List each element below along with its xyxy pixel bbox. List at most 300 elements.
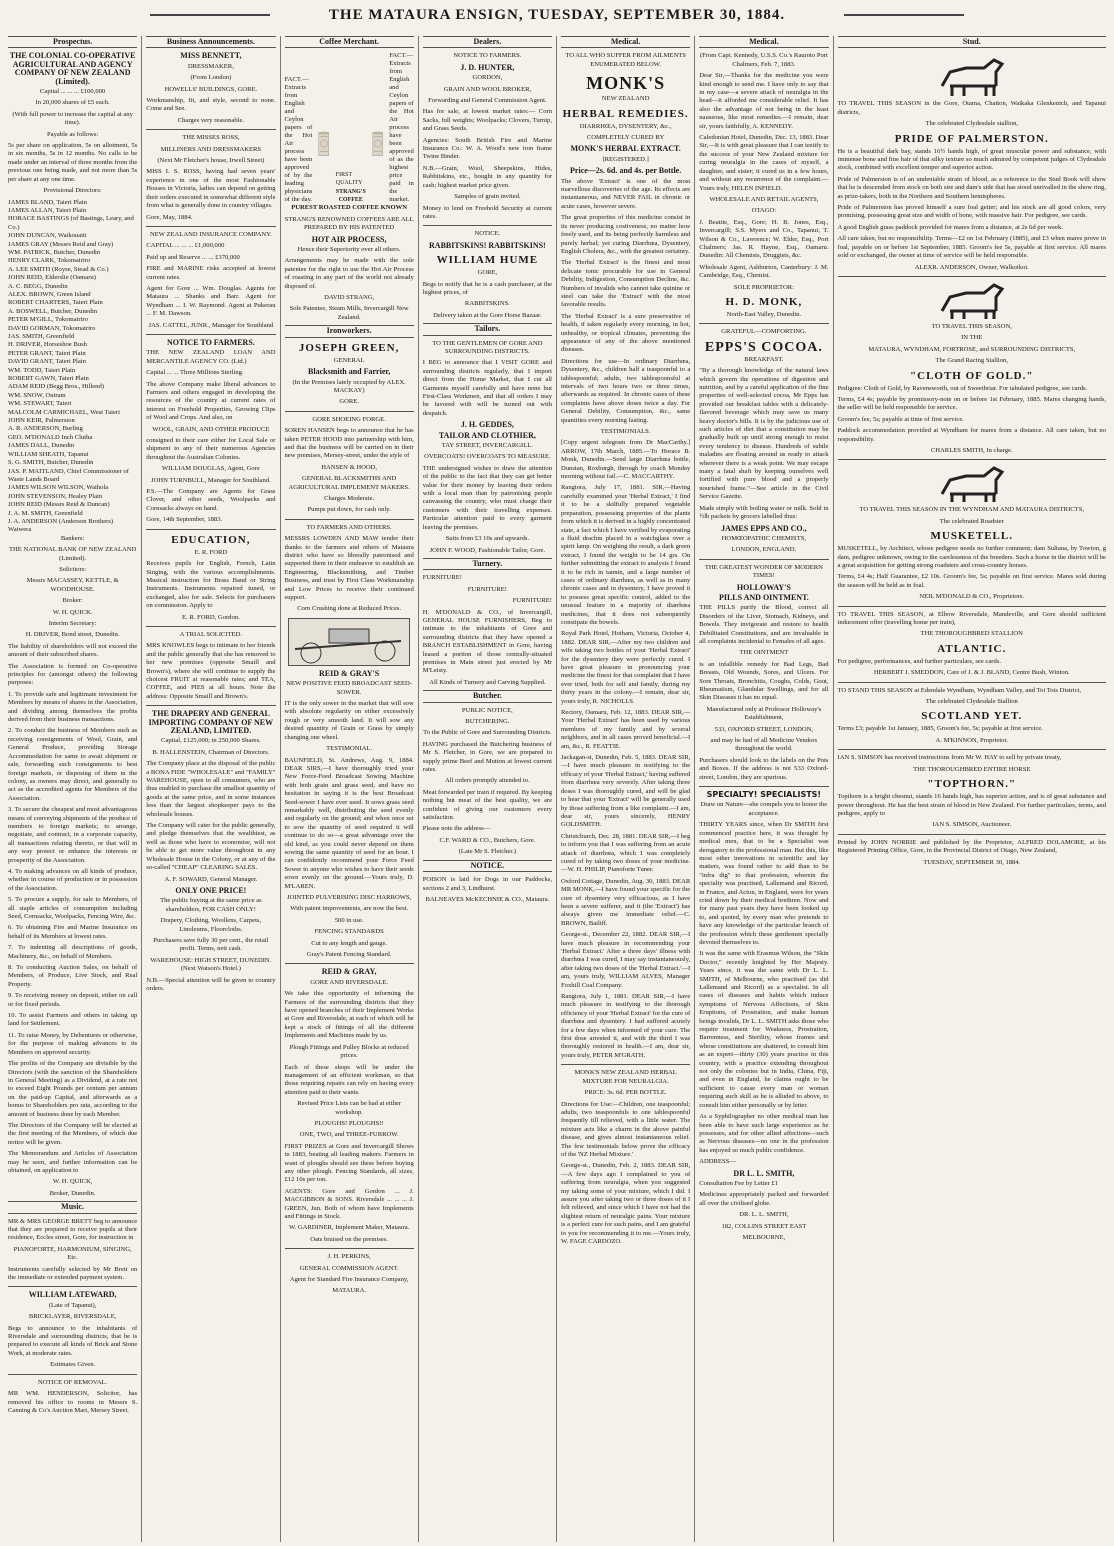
reid-harrows: JOINTED PULVERISING DISC HARROWS, [286,894,412,901]
drapery-warehouse: WAREHOUSE: HIGH STREET, DUNEDIN. (Next Watson's Hotel.) [150,956,272,973]
reid-text: IT is the only sower in the market that will sow with absolute regularity on either excessively rough or very smooth land. It will sow any desired quantity of Grain or Grass by simply changing one wheel. [284,700,414,741]
butcher-sub: BUTCHERING. [465,718,510,725]
hume-name: WILLIAM HUME [436,254,539,267]
gold-intro: TO TRAVEL THIS SEASON, [931,322,1012,330]
divider [146,626,275,627]
music-note: Instruments carefully selected by Mr Brett on the immediate or extended payment system. [8,1265,138,1282]
monk-text2: The great properties of this medicine consist in its never producing costiveness, no matter how freely used, and its being perfectly harmless and purely herbal; yet curing Diarrhœa, Dysentery, English Cholera, &c., with the greatest certainty. [561,214,691,255]
list-item: S. G. SMITH, Butcher, Dunedin [8,459,94,467]
divider [8,1286,137,1287]
lateward-trade: BRICKLAYER, RIVERSDALE, [28,1313,117,1321]
coffee-text: Arrangements may be made with the sole patentee for the right to use the Hot Air Process of roasting in any part of the world not already disposed of. [284,257,414,290]
divider [838,276,1107,277]
farmers-sign1: WILLIAM DOUGLAS, Agent, Gore [161,465,260,473]
hansen-trade: GENERAL BLACKSMITHS AND AGRICULTURAL IMPLEMENT MAKERS. [288,475,410,491]
label-band: PUREST ROASTED COFFEE KNOWN [291,204,408,212]
holloway-ointment: is an infallible remedy for Bad Legs, Bad Breasts, Old Wounds, Sores, and Ulcers. For Sore Throats, Bronchitis, Coughs, Colds, Gout, Rheumatism, Glandular Swellings, and for all Skin Diseases it has no equal. [699,660,829,702]
ploughs: PLOUGHS! PLOUGHS!! [314,1119,384,1127]
perkins-title: J. H. PERKINS, [327,1253,371,1261]
green-title: JOSEPH GREEN, [298,341,400,354]
coffee-fact-left: FACT.—Extracts from English and Ceylon papers of the Hot Air process have been approved of by the leading physicians of the day. [284,76,313,204]
column-dealers [419,36,557,1542]
smith-text3: As a Syphilographer no other medical man has been able to have such large experience as he possesses, and for other allied affections—such as Nervous diseases—no one in the profession has enjoyed so much public confidence. [699,1113,829,1154]
epps-made: Made simply with boiling water or milk. Sold in ½lb packets by grocers labelled thus: [699,504,829,521]
coffee-fact-right: FACT.—Extracts from English and Ceylon papers of the Hot Air process have been approved of as the highest price paid in the market. [389,52,414,204]
nzins-title: NEW ZEALAND INSURANCE COMPANY. [149,230,272,238]
object-item: 6. To obtaining Fire and Marine Insurance on behalf of its Members at lowest rates. [8,924,138,940]
section-music: Music. [8,1201,137,1213]
divider [146,129,275,130]
object-item: 9. To receiving money on deposit, either on call or for fixed periods. [8,992,138,1008]
farmers-title: THE NEW ZEALAND LOAN AND MERCANTILE AGENCY CO. (Ltd.) [146,349,276,365]
bennett-charges: Charges very reasonable. [177,116,245,124]
geddes-address: TAY STREET, INVERCARGILL. [441,442,533,450]
column-business [142,36,280,1542]
green-premises: (In the Premises lately occupied by ALEX. MACKAY) [292,378,406,394]
butcher-head: PUBLIC NOTICE, [461,706,513,714]
reid2-place: GORE AND RIVERSDALE. [310,978,389,986]
ross-title: THE MISSES ROSS, [182,134,240,142]
hansen-firm: HANSEN & HOOD, [321,463,378,471]
gold-pedigree: Pedigree: Cloth of Gold, by Ravensworth, out of Sweetbriar. For tabulated pedigree, see cards. [837,384,1088,392]
butcher-late: (Late Mr S. Fletcher.) [458,848,517,856]
list-item: WM. STEWART, Taieri [8,400,72,408]
atlantic-text: For pedigree, performances, and further particulars, see cards. [837,657,1001,665]
epps-firm2: HOMŒOPATHIC CHEMISTS, [721,534,807,542]
ford-text: Receives pupils for English, French, Latin Singing, with the various accomplishments. Musical instruction for Brass Band or String Instruments. Instruments repaired tuned, or exchanged, also for sale. Selects for purchasers on commission. Apply to [146,560,276,610]
epps-firm3: LONDON, ENGLAND. [731,546,797,554]
divider [285,411,414,412]
smith-medicines: Medicines appropriately packed and forwarded all over the civilised globe. [699,1191,829,1207]
directors-note: The Directors of the Company will be elected at the first meeting of the Members, of which due notice will be given. [8,1121,138,1146]
reid-title: REID & GRAY'S [319,668,380,678]
coffee-process: HOT AIR PROCESS, [311,234,387,244]
coffee-sub: Hence their Superiority over all others. [297,246,401,254]
divider [423,225,552,226]
neuralgia-testimonial: George-st., Dunedin, Feb. 2, 1883. DEAR SIR,—A few days ago I complained to you of suffering from neuralgia, when you suggested my taking some of your mixture, which I did. I assure you after taking two or three doses of it I felt relieved, and since which I have not had the slightest return of neuralgic pains. Your mixture is a perfect cure for such pains, and I am grateful to you for recommending it to me.—Yours truly, W. FAGE CARDOZO. [561,1162,691,1245]
holloway-address: 533, OXFORD STREET, LONDON, [714,725,814,733]
perkins-agent: Agent for Standard Fire Insurance Company, [289,1276,409,1284]
atlantic-title: ATLANTIC. [937,642,1007,655]
company-title: THE COLONIAL CO-OPERATIVE AGRICULTURAL AND AGENCY COMPANY OF NEW ZEALAND (Limited). [9,51,136,86]
label-strangs: STRANG'S [335,188,366,195]
column-medical-1 [557,36,695,1542]
divider [838,749,1107,750]
object-item: 4. To making advances on all kinds of produce, whether in course of production or in possession of the Association. [8,867,138,892]
musketell-sub: The celebrated Roadster [939,517,1004,525]
secretary: H. DRIVER, Bond street, Dunedin. [25,631,120,639]
coffee-address: Sole Patentee, Steam Mills, Invercargill New Zealand. [289,305,409,321]
list-item: HORACE BASTINGS (of Bastings, Leary, and Co.) [8,215,134,231]
list-item: A. BOSWELL, Butcher, Dunedin [8,307,98,315]
ploughs2: ONE, TWO, and THREE-FURROW. [299,1131,399,1139]
horse-icon [932,464,1012,504]
furniture1: FURNITURE! [422,574,462,582]
butcher-to: To the Public of Gore and Surrounding Districts. [423,729,552,737]
musketell-sign: NEIL M'DONALD & CO., Proprietors. [919,593,1025,601]
list-item: JAMES BLAND, Taieri Plain [8,198,87,206]
epps-text: "By a thorough knowledge of the natural laws which govern the operations of digestion and nutrition, and by a careful application of the fine properties of well-selected cocoa, Mr Epps has provided our breakfast tables with a delicately-flavored beverage which may save us many heavy doctor's bills. It is by the judicious use of such articles of diet that a constitution may be gradually built up until strong enough to resist every tendency to disease. Hundreds of subtle maladies are floating around us ready to attack wherever there is a weak point. We may escape many a fatal shaft by keeping ourselves well fortified with pure blood and a properly nourished frame."—See article in the Civil Service Gazette. [699,367,829,501]
divider [285,1248,414,1249]
education-head: EDUCATION, [171,533,251,546]
topthorn-sub: THE THOROUGHBRED ENTIRE HORSE [913,765,1031,773]
rabbit-title: RABBITSKINS! RABBITSKINS! [429,240,546,250]
object-item: 7. To indenting all descriptions of goods, Machinery, &c., on behalf of Members. [8,944,138,960]
divider [838,682,1107,683]
broker-head: Broker: [62,597,83,605]
list-item: JOHN KEIR, Palmerston [8,417,75,425]
holloway-title2: PILLS AND OINTMENT. [718,592,809,602]
horse-icon [932,281,1012,321]
monk-text1: The above 'Extract' is one of the most marvellous discoveries of the age. Its effects are instantaneous, and NEVER FAIL in chronic or acute cases, however severe. [561,177,691,210]
scotland-sign: A. M'KINNON, Proprietor. [935,736,1008,744]
list-item: JOHN DUNCAN, Waikouaiti [8,232,87,240]
geddes-trade: TAILOR AND CLOTHIER, [438,430,536,440]
butcher-orders: All orders promptly attended to. [444,777,530,785]
specialty-title: SPECIALTY! SPECIALISTS! [706,790,822,800]
imprint: Printed by JOHN NORRIE and published by the Proprietor, ALFRED DOLAMORE, at his Registered Printing Office, Gore, in the Provincial District of Otago, New Zealand, [837,838,1106,855]
specialty-sub: Draw on Nature—she compels you to honor the acceptance. [700,801,828,817]
farmers-head: NOTICE TO FARMERS. [166,337,255,347]
poison-text: POISON is laid for Dogs in our Paddocks, sections 2 and 3, Lindhurst. [422,876,552,892]
liability: The liability of shareholders will not exceed the amount of their subscribed shares. [8,642,138,659]
divider [838,606,1107,607]
list-item: JOHN REID, Elderslie (Oamaru) [8,274,96,282]
holloway-head: THE GREATEST WONDER OF MODERN TIMES! [704,563,823,580]
label-first-quality: FIRST QUALITY [335,171,363,187]
section-turnery: Turnery. [423,558,552,570]
wood-suits: Suits from £3 10s and upwards. [445,535,530,543]
topthorn-text: IAN S. SIMSON has received instructions from Mr W. HAY to sell by private treaty, [837,754,1062,762]
farmers-head: NOTICE TO FARMERS. [453,52,522,60]
hunter-samples: Samples of grain invited. [454,193,521,201]
capital: Capital ... ... ... £100,000 [40,88,106,96]
removal-text: MR WM. HENDERSON, Solicitor, has removed his office to rooms in Messrs S. Canning & Co's Auction Mart, Mersey Street. [8,1390,138,1414]
mcdonald-text: H. M'DONALD & CO., of Invercargill, GENERAL HOUSE FURNISHERS, Beg to intimate to the inhabitants of Gore and surrounding districts that they have opened a BRANCH ESTABLISHMENT in Gore, having leased a portion of those centrally-situated premises in Main street just erected by Mr M'Leisty. [422,608,552,675]
mawtender-text: MESSRS LOWDEN AND MAW tender their thanks to the farmers and others of Mataura district who have so liberally patronised and supported them in their endeavor to establish an Engineering, Blacksmithing, and Timber Business, and trust by First Class Workmanship and Low Prices to receive their continued support. [284,535,414,602]
list-item: ROBERT GAWN, Taieri Plain [8,375,89,383]
divider [838,459,1107,460]
bankers-head: Bankers: [60,534,85,542]
list-item: MALCOLM CARMICHAEL, West Taieri [8,408,120,416]
musketell-intro: TO TRAVEL THIS SEASON IN THE WYNDHAM AND MATAURA DISTRICTS, [859,506,1085,514]
solicitors-head: Solicitors: [59,565,87,573]
drapery-text: The Company place at the disposal of the public a BONA FIDE "WHOLESALE" and "FAMILY" WAREHOUSE, open to all consumers, who are thus enabled to purchase the smallest quantity of goods at the same price, and in some instances less than the largest shopkeeper pays to the wholesale houses. [146,760,276,818]
removal-head: NOTICE OF REMOVAL. [37,1378,108,1386]
neuralgia-title: MONK'S NEW ZEALAND HERBAL MIXTURE FOR NEURALGIA. [574,1069,677,1085]
list-item: PETER M'GILL, Tokomairiro [8,316,88,324]
testimonial: Christchurch, Dec. 28, 1881. DEAR SIR,—I beg to inform you that I was suffering from an acute attack of diarrhœa, which I was completely cured of by taking two doses of your medicine.—W. H. PHILIP, Pianoforte Tuner. [561,832,691,874]
pride-text2: Pride of Palmerston is of an undeniable strain of blood, as a reference to the Stud Book will show that he is descended from stock on both sire and dam's side that has stood unrivalled in the show ring, as prize-takers, both in the Northern and Southern hemispheres. [837,175,1106,200]
testimonial: Oxford Cottage, Dunedin, Aug. 30, 1883. DEAR MR MONK,—I have found your specific for the cure of dysentery very efficacious, as I have been a severe sufferer, and it (the 'Extract') has always given me immediate relief.—C. BROWN, Bailiff. [561,877,691,927]
farmers-wool: WOOL, GRAIN, AND OTHER PRODUCE [152,425,270,433]
hunter-buy: N.B.—Grain, Wool, Sheepskins, Hides, Rabbitskins, etc., bought in any quantity for cash; highest market price given. [422,164,552,189]
pride-intro: TO TRAVEL THIS SEASON in the Gore, Otama, Chatton, Waikaka Glenkenich, and Tapanui districts, [837,100,1106,116]
knowles-head: A TRIAL SOLICITED. [179,630,243,638]
list-item: GEO. M'DONALD Inch Clutha [8,433,93,441]
epps-head: GRATEFUL—COMFORTING. [721,328,807,336]
hunter-place: GORDON, [472,74,503,82]
divider [8,1374,137,1375]
atlantic-sub: THE THOROUGHBRED STALLION [920,630,1023,638]
section-stud: Stud. [838,36,1107,48]
testimonial: Jackagan-st, Dunedin, Feb. 5, 1883. DEAR SIR,—I have much pleasure in testifying to the efficacy of your 'Herbal Extract,' having suffered from diarrhœa very severely. After taking three doses I was thoroughly cured, and will be glad to hear that your 'Extract' will be generally used by those suffering from a like complaint.—I am, dear sir, yours sincerely, HENRY GOLDSMITH. [561,754,691,829]
drapery-sign: A. F. SOWARD, General Manager. [164,875,258,883]
gold-in: IN THE [961,334,983,342]
perkins-place: MATAURA. [332,1287,366,1295]
hume-place: GORE, [477,269,498,277]
object-item: 11. To raise Money, by Debentures or otherwise, for the purpose of making advances to its Members on approved security. [8,1031,138,1056]
coffee-can-icon [318,84,329,204]
list-item: DAVID GRANT, Taieri Plain [8,358,86,366]
holloway-ointment-head: THE OINTMENT [739,649,789,657]
list-item: WM. PATRICK, Butcher, Dunedin [8,248,101,256]
topthorn-sign: IAN S. SIMSON, Auctioneer. [932,821,1012,829]
farmers-text2: consigned to their care either for Local Sale or shipment to any of their numerous Agencies throughout the Australian Colonies. [146,437,276,461]
memorandum: The Memorandum and Articles of Association may be seen, and further information can be obtained, on application to [8,1150,138,1174]
perkins-trade: GENERAL COMMISSION AGENT. [299,1264,399,1272]
musketell-terms: Terms, £4 4s; Half Guarantee, £2 10s. Groom's fee, 5s; payable on first service. Mares sold during the season will be held as in foal. [837,573,1106,589]
drapery-one-price: ONLY ONE PRICE! [175,885,247,895]
wood-text: THE undersigned wishes to draw the attention of the public to the fact that they can get better value for their money by leaving their orders with a local man than by patronising people canvassing the country, who must charge their customers with their travelling expenses. Particular attention paid to every garment leaving the premises. [422,464,552,531]
ford-name: E. R. FORD [194,548,228,556]
directors-head: Provisional Directors: [43,187,102,195]
smith-text2: It was the same with Erasmus Wilson, the "Skin Doctor," recently knighted by Her Majesty. Years since, it was the same with Dr L. L. SMITH, of Melbourne, who practised (as did Lallemand and Ricord) as a specialist. In all cases of diseases and habits which induce symptoms of Nervous Affections, of Skin Eruptions, of Prostration, and make human beings invalids, Dr L. L. SMITH asks those who require treatment for Weakness, Prostration, Barrenness, and Sterility, whose frames and whose constitutions are shattered, to consult him as an expert—thirty (30) years practice in this country, with a practice extending throughout not only the colonies but in India, China, Fiji, and even in England, he claims ought to be sufficient to cause every man or woman requiring such skill as he is alluded to above, to consult him either personally or by letter. [699,950,829,1109]
list-item: A. LEE SMITH (Royse, Stead & Co.) [8,265,109,273]
monk-cured: COMPLETELY CURED BY [586,134,665,142]
hume-delivery: Delivery taken at the Gore Horse Bazaar. [433,311,542,319]
section-medical: Medical. [699,36,828,48]
proprietor-name: H. D. MONK, [725,295,803,308]
section-dealers: Dealers. [423,36,552,48]
column-coffee-ironworkers [281,36,419,1542]
divider [699,559,828,560]
gold-title: "CLOTH OF GOLD." [910,369,1034,382]
column-stud [834,36,1111,1542]
hume-item: RABBITSKINS. [464,300,510,308]
wholesale-head: WHOLESALE AND RETAIL AGENTS, [709,195,819,203]
farmers-ps: P.S.—The Company are Agents for Grass Clover, and other seeds, Woolpacks and Cornsacks always on hand. [146,488,276,512]
topthorn-title: "TOPTHORN." [927,778,1017,791]
farmers-sign2: JOHN TURNBULL, Manager for Southland. [151,476,271,484]
bennett-text: Workmanship, fit, and style, second to none. Come and See. [146,97,276,113]
proprietor-head: SOLE PROPRIETOR: [733,283,794,291]
hansen-pumps: Pumps put down, for cash only. [307,506,391,514]
list-item: ADAM REID (Begg Bros., Hillend) [8,383,104,391]
solicitors: Messrs MACASSEY, KETTLE, & WOODHOUSE. [26,577,119,593]
section-coffee: Coffee Merchant. [285,36,414,48]
divider [146,334,275,335]
list-item: JAMES WILSON WILSON, Waihola [8,484,109,492]
list-item: HENRY CLARK, Tokomairiro [8,257,91,265]
music-subject: PIANOFORTE, HARMONIUM, SINGING, Etc. [13,1245,132,1262]
intro: TO ALL WHO SUFFER FROM AILMENTS ENUMERATED BELOW. [565,52,686,68]
section-notice: NOTICE. [423,860,552,872]
list-item: J. A. M. SMITH, Greenfield [8,509,83,517]
hunter-name: J. D. HUNTER, [460,62,515,72]
drapery-title: THE DRAPERY AND GENERAL IMPORTING COMPANY OF NEW ZEALAND, LIMITED. [148,709,274,735]
section-prospectus: Prospectus. [8,36,137,48]
reid-sold: 500 in use. [334,916,364,924]
testimonial: George-st., December 22, 1882. DEAR SIR,—I have much pleasure in recommending your 'Herbal Extract.' After a three days' illness with diarrhœa I was cured, I may say instantaneously, after taking two doses of the 'Herbal Extract.'—I am, yours truly, WILLIAM ALVES, Manager Foxhill Coal Company. [561,931,691,989]
monk-extract: MONK'S HERBAL EXTRACT. [570,144,681,154]
mcdonald-turnery: All Kinds of Turnery and Carving Supplied. [429,678,546,686]
atlantic-sign: HERBERT J. SMEDDON, Care of J. & J. BLAND, Centre Bush, Winton. [873,669,1070,677]
smith-text1: THIRTY YEARS since, when Dr SMITH first commenced practice here, it was thought by medical men, that to be a Specialist was derogatory to the professional man. But this, like most other innovations in scientific and lay matters, was found rather to add than to be "infra dig" to that profession, wherein the specialty was practised, Lallemand and Ricord, in France, and Acton, in England, were for years cried down by their medical brethren. Now and for many past years they have been looked up to, and quoted, by every man who pretends to have any knowledge of the particular branch of the profession which these gentlemen specially devoted themselves to. [699,821,829,946]
divider [699,323,828,324]
epps-sub: BREAKFAST. [744,355,784,363]
hunter-agent: Agencies: South British Fire and Marine Insurance Co.: W. A. Wood's new iron frame Twine Binder. [422,136,552,161]
coffee-title: STRANG'S RENOWNED COFFEES ARE ALL PREPARED BY HIS PATENTED [284,215,414,232]
list-item: A. R. ANDERSON, Burling [8,425,83,433]
secretary-head: Interim Secretary: [48,620,97,627]
musketell-title: MUSKETELL. [930,530,1013,543]
testimonial: Dear Sir,—Thanks for the medicine you were kind enough to send me. I have only to say that in my case—a severe attack of neuralgia in the head—it afforded me considerable relief. It has also the advantage of not being in the least nauseous, like most remedies.—I remain, dear sir, yours faithfully, A. KENNEDY. [699,72,829,130]
drapery-goods: Drapery, Clothing, Woollens, Carpets, Linoleums, Floorcloths. [160,917,262,933]
scotland-terms: Terms £3; payable 1st January, 1885, Groom's fee, 5s; payable at first service. [837,725,1043,733]
proprietor-address: North-East Valley, Dunedin. [726,310,802,318]
hansen-text: SOREN HANSEN begs to announce that he has taken PETER HOOD into partnership with him, and that the business will be carried on in their new premises, Mersey-street, under the style of [284,427,414,460]
gold-sign: CHARLES SMITH, In charge. [930,446,1013,454]
reid-test-head: TESTIMONIAL. [326,745,373,753]
ross-date: Gore, May, 1884. [146,213,193,221]
tailor-head: TO THE GENTLEMEN OF GORE AND SURROUNDING DISTRICTS. [432,339,543,355]
butcher-meat: Meat forwarded per train if required. By keeping nothing but meat of the best quality, we are confident of giving our customers every satisfaction. [422,788,552,822]
nzins-agents: Agent for Gore ... Wm. Douglas. Agents for Mataura ... Shanks and Barr. Agent for Wyndham ... I. W. Raymond. Agent at Pukerau ... F. M. Dawson. [146,284,276,318]
musketell-text: MUSKETELL, by Architect, whose pedigree needs no further comment; dam Sultana, by Towton, g dam, pedigree unknown, owing to the carelessness of the breeders. Such a horse in the district will be a great acquisition for getting strong roadsters and cross-country horses. [837,545,1106,569]
wood-sign: JOHN F. WOOD, Fashionable Tailor, Gore. [429,546,546,554]
sign: W. H. QUICK, [52,1178,93,1186]
list-item: JAMES GRAY (Messrs Reid and Gray) [8,240,114,248]
list-item: WM. SNOW, Outram [8,391,66,399]
pride-text3: Pride of Palmerston has proved himself a sure foal getter; and his stock are all good colors, very promising, possessing great size and width of bone, with massive hair. For pedigree, see cards. [837,204,1106,220]
fencing-text: Cut to any length and gauge. [311,939,388,947]
object-item: 1. To provide safe and legitimate investment for Members by means of shares in the Association, and dividing among themselves the profits derived from their business transactions. [8,690,138,724]
list-item: WM. TODD, Taieri Plain [8,366,76,374]
test-head: (From Capt. Kennedy, U.S.S. Co.'s Rauroto Port Chalmers, Feb. 7, 1883. [699,52,828,68]
divider [285,519,414,520]
divider [146,705,275,706]
neuralgia-price: PRICE: 3s. 6d. PER BOTTLE. [584,1089,667,1097]
horse-icon [932,52,1012,98]
power: (With full power to increase the capital at any time). [12,110,133,127]
object-item: 5. To procure a supply, for sale to Members, of all staple articles of consumption including Seed, Cornsacks, Woolpacks, Fencing Wire, &c. [8,896,138,920]
green-general: GENERAL [333,356,365,364]
farmers-text: The above Company make liberal advances to Farmers and others engaged in developing the resources of the country at current rates of interest on Freehold Properties, Growing Clips of Wool and Crops. And also, on [146,380,276,422]
object-item: 2. To conduct the business of Members such as receiving consignments of Wool, Grain, and General Produce, providing Storage Accommodation for same to await shipment or sale, forwarding such consignments to best foreign markets, or disposing of them in the colony, as owners may direct, and generally to act as the accredited agents for Members of the Association. [8,727,138,802]
furniture3: FURNITURE! [512,597,552,605]
lateward-estimates: Estimates Given. [50,1361,96,1369]
payable: Payable as follows: [46,130,99,138]
forge-head: GORE SHOEING FORGE. [312,415,386,423]
gold-districts: MATAURA, WYNDHAM, FORTROSE, and SURROUNDING DISTRICTS, [868,345,1076,353]
reid2-title: REID & GRAY, [321,967,377,977]
monk-registered: [REGISTERED.] [602,155,649,163]
mawtender-head: TO FARMERS AND OTHERS. [306,523,392,531]
nzins-paid: Paid up and Reserve ... ... £370,000 [146,253,240,261]
imprint-date: TUESDAY, SEPTEMBER 30, 1884. [923,858,1021,866]
list-item: ALEX. BROWN, Green Island [8,290,91,298]
gold-terms: Terms, £4 4s; payable by promissory-note on or before 1st February, 1885. Mares changing hands, the seller will be held responsible for service. [837,395,1106,412]
wholesale-otago: OTAGO: [751,207,777,215]
monk-diarrhoea: DIARRHŒA, DYSENTERY, &c., [579,122,672,130]
drapery-profit: Purchasers save fully 30 per cent., the retail profit. Terms, nett cash. [153,936,269,953]
coffee-sign: DAVID STRANG, [324,294,375,302]
gold-sub: The Grand Racing Stallion, [935,357,1008,365]
reid-sub: NEW POSITIVE FEED BROADCAST SEED-SOWER. [286,680,413,696]
testimonials-head: TESTIMONIALS. [600,428,651,436]
pride-terms: All care taken, but no responsibility. Terms—£2 on 1st February (1885), and £3 when mares prove in foal, payable on or before 1st September, 1885. Groom's fee 5s, payable at first service. All mares sold or exchanged, the owner at time of service will be held responsible. [837,235,1106,260]
smith-address: 182, COLLINS STREET EAST [721,1222,807,1230]
furniture2: FURNITURE! [467,585,507,593]
shares: In 20,000 shares of £5 each. [35,99,110,107]
reid-testimonial: BAUNFIELD, St. Andrews, Aug. 9, 1884. DEAR SIRS,—I have thoroughly tried your New Force-Feed Broadcast Sowing Machine with both grain and grass seed, and have no hesitation in saying it is the best Broadcast Seed-sower I have ever used. It sows grass seed remarkably well, distributing the seed evenly and regularly on the ground; and when once set to sow the quantity of seed required it will continue to do so—a great advantage over the old kind, as you could never depend on them sowing the same quantity of seed for an hour. I can confidently recommend your Force Feed Sower to anyone who wishes to have their seeds sown evenly on the ground.—Yours truly, D. M'LAREN. [284,756,414,890]
ford-sign: E. R. FORD, Gordon. [182,613,240,621]
scotland-title: SCOTLAND YET. [921,710,1023,723]
testimonial: Rangiora, July 17, 1881. SIR,—Having carefully examined your 'Herbal Extract,' I find it to be a skilfully prepared vegetable preparation, possessing properties of the plants from which it is derived in a highly concentrated state, a fact which I have verified by evaporating a fluid drachm placed in a watchglass over a spirit lamp. On weighing the result, a dark green extract, I found the weight to be 14 grs. On further submitting the extract to analysis I found it to be rich in tannin, and a large number of cases of ordinary diarrhœa, as well as in many chronic cases and in dysentery, I have proved it to possess great specific control, added to the unusual feature in a majority of diarrhœa medicines, that it does not subsequently constipate the bowels. [561,484,691,626]
knowles-text: MRS KNOWLES begs to intimate to her friends and the public generally that she has removed to her new premises (opposite Smaill and Brown's), where she will continue to supply the choicest FRUIT at reasonable rates; and TEA, COFFEE, and PIES at all hours. Note the address: Opposite Smaill and Brown's. [146,642,276,700]
fencing-gray: Gray's Patent Fencing Standard. [306,951,392,959]
lateward-text: Begs to announce to the inhabitants of Riversdale and surrounding districts, that he is prepared to execute all kinds of Brick and Stone Work, at moderate rates. [8,1324,138,1357]
hunter-money: Money to lend on Freehold Security at current rates. [422,204,552,220]
section-medical: Medical. [561,36,690,48]
sign2: Broker, Dunedin. [49,1189,96,1197]
divider [146,226,275,227]
divider [561,1064,690,1065]
list-item: JAS. SMITH, Greenfield [8,333,75,340]
mawtender-corn: Corn Crushing done at Reduced Prices. [297,605,402,613]
bennett-from: (From London) [190,74,232,82]
music-title: MR & MRS GEORGE BRETT beg to announce that they are prepared to receive pupils at their residence, Eccles street, Gore, for instruction in [8,1217,138,1242]
geddes-name: J. H. GEDDES, [460,420,514,430]
nzins-capital: CAPITAL ... ... ... £1,000,000 [146,242,225,250]
testimonial: Rangiora, July 1, 1881. DEAR SIR,—I have much pleasure in testifying to the thorough efficiency of your 'Herbal Extract' for the cure of diarrhœa and dysentery. I had suffered acutely for a few days when informed of your cure. The first dose arrested it, and with the third I was thoroughly restored in health.—I am, dear sir, yours truly, PETER M'GRATH. [561,993,691,1059]
monk-price: Price—2s. 6d. and 4s. per Bottle. [570,166,682,176]
fencing-head: FENCING STANDARDS [314,928,384,936]
wholesale-agent: Wholesale Agent, Ashburton, Canterbury: J. M. Cambridge, Esq., Chemist. [699,263,829,280]
green-place: GORE. [339,398,359,406]
terms: 5s per share on application, 5s on allotment, 5s in six months, 5s in 12 months. No calls to be made under an interval of three months from the previous one being made, and not more than 5s per share at any one time. [8,142,138,183]
monk-sub: NEW ZEALAND [601,95,650,103]
butcher-text: HAVING purchased the Butchering business of Mr S. Fletcher, in Gore, we are prepared to supply prime Beef and Mutton at lowest current rates. [422,740,552,774]
ross-address: (Next Mr Fletcher's house, Irwell Street) [157,157,265,165]
label-coffee: COFFEE [338,197,363,203]
bennett-trade: DRESSMAKER, [187,62,234,70]
wholesale-text: J. Beattie, Esq., Gore; H. B. Jones, Esq., Invercargill; S.S. Myers and Co., Tapanui; T. Wilson & Co., Lawrence; W. Elder, Esq., Port Chalmers; Jas. R. Hayne, Esq., Oamaru. Dunedin: All Chemists, Druggists, &c. [699,218,829,260]
section-butcher: Butcher. [423,690,552,702]
holloway-note: Purchasers should look to the labels on the Pots and Boxes. If the address is not 533 Oxford-street, London, they are spurious. [699,756,829,781]
divider [146,529,275,530]
holloway-title: HOLLOWAY'S [736,582,791,592]
list-item: JAMES DALL, Dunedin [8,442,75,450]
holloway-made: Manufactured only at Professor Holloway's Establishment, [706,705,822,722]
object-item: 3. To secure the cheapest and most advantageous means of conveying shipments of the produce of members to foreign markets; to arrange, negotiate, and contract, in a corporate capacity, all transactions relating thereto, or that will in any way protect or enhance the interests or prosperity of the Association. [8,806,138,864]
ross-trade: MILLINERS AND DRESSMAKERS [160,145,262,153]
farmers-capital: Capital ... ... Three Millions Sterling. [146,369,244,377]
testimonial: [Copy urgent telegram from Dr MacCarthy.] ARROW, 17th March, 1885.—To Horace B. Monk, Dunedin.—Send large Diarrhœa bottle, Dunstan, Roxburgh, through by coach Monday morning without fail.—C. MACCARTHY. [561,439,691,481]
topthorn-text2: Topthorn is a bright chesnut, stands 16 hands high, has superior action, and is of great substance and power throughout. He has the best strain of blood in New Zealand. For further particulars, terms, and pedigree, apply to [837,793,1106,817]
ross-text: MISS I. S. ROSS, having had seven years' experience in one of the most Fashionable Houses in Victoria, ladies can depend on getting their orders executed in somewhat different style from what is generally done in country villages. [146,168,276,210]
smith-city: MELBOURNE, [742,1233,786,1241]
seed-sower-illustration [288,618,410,666]
list-item: JOHN STEVENSON, Healey Plain [8,492,103,500]
list-item: JAMES ALLAN, Taieri Plain [8,206,87,214]
testimonial: Rectory, Oamaru, Feb. 12, 1883. DEAR SIR,—Your 'Herbal Extract' has been used by various members of my family and by several neighbors, and in all cases proved beneficial.—I am, &c., R. FEATTIE. [561,709,691,750]
atlantic-intro: TO TRAVEL THIS SEASON, at Elbow Riversdale, Mandeville, and Gore should sufficient inducement offer (travelling home per train), [837,610,1106,627]
pride-title: PRIDE OF PALMERSTON. [894,132,1049,145]
newspaper-columns [4,36,1110,1542]
hume-text: Begs to notify that he is a cash purchaser, at the highest prices, of [422,280,552,296]
